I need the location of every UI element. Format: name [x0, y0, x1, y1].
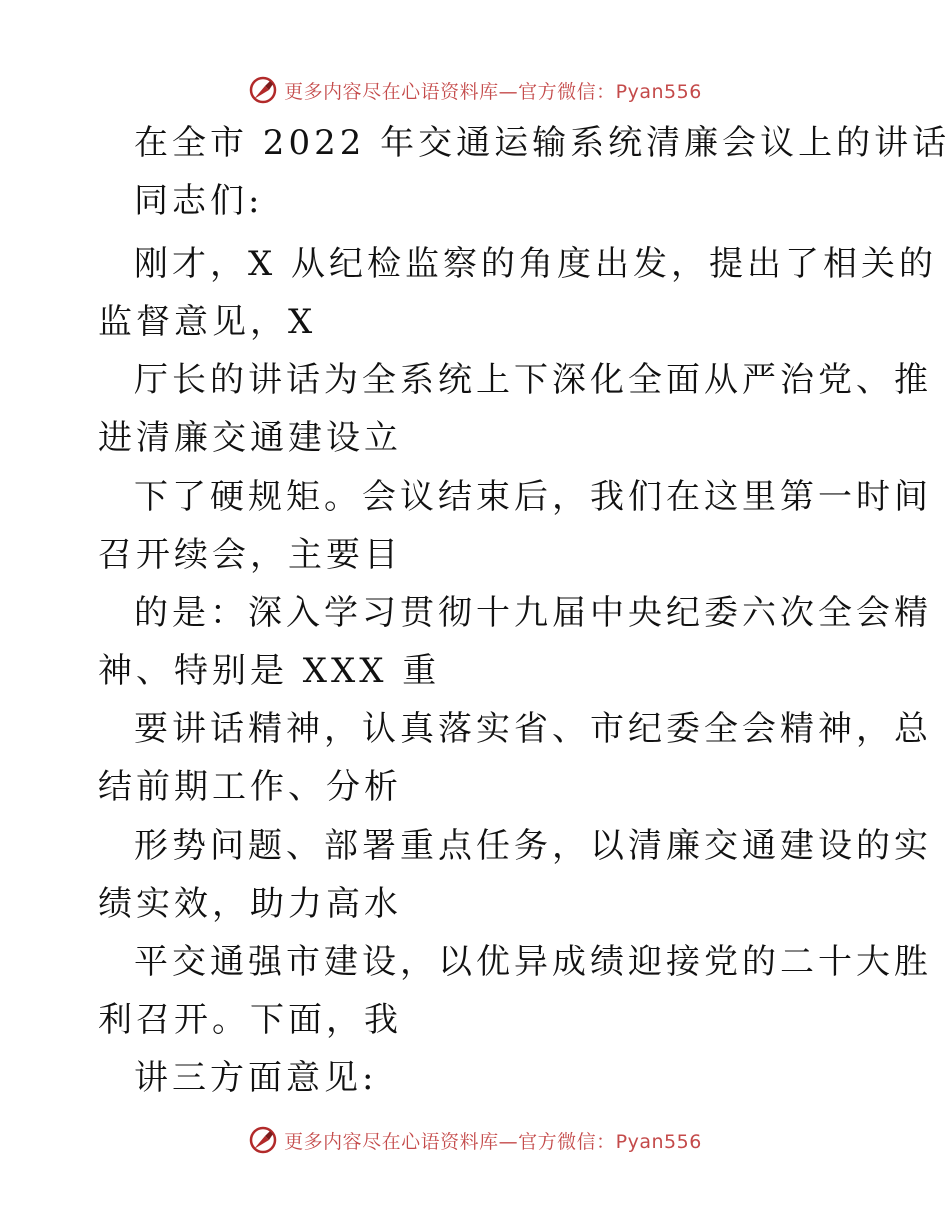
- paragraph-line: 神、特别是 XXX 重: [98, 651, 441, 691]
- paragraph-line: 监督意见，X: [98, 302, 317, 342]
- paragraph-line: 平交通强市建设，以优异成绩迎接党的二十大胜: [134, 942, 932, 982]
- salutation-line: 同志们:: [134, 181, 264, 221]
- paragraph-line: 的是：深入学习贯彻十九届中央纪委六次全会精: [134, 593, 932, 633]
- paragraph-line: 讲三方面意见:: [134, 1058, 378, 1098]
- paragraph-line: 利召开。下面，我: [98, 1000, 402, 1040]
- paragraph-line: 厅长的讲话为全系统上下深化全面从严治党、推: [134, 360, 932, 400]
- header-banner-text: 更多内容尽在心语资料库—官方微信：Pyan556: [284, 80, 702, 103]
- paragraph-line: 结前期工作、分析: [98, 767, 402, 807]
- paragraph-line: 形势问题、部署重点任务，以清廉交通建设的实: [134, 826, 932, 866]
- paragraph-line: 要讲话精神，认真落实省、市纪委全会精神，总: [134, 709, 932, 749]
- paragraph-line: 进清廉交通建设立: [98, 418, 402, 458]
- header-banner: [0, 70, 950, 110]
- paragraph-line: 绩实效，助力高水: [98, 884, 402, 924]
- pen-nib-logo-icon: [248, 75, 278, 105]
- paragraph-line: 下了硬规矩。会议结束后，我们在这里第一时间: [134, 477, 932, 517]
- document-title: 在全市 2022 年交通运输系统清廉会议上的讲话: [134, 123, 950, 163]
- paragraph-line: 召开续会，主要目: [98, 535, 402, 575]
- pen-nib-logo-icon: [248, 1125, 278, 1155]
- footer-banner-text: 更多内容尽在心语资料库—官方微信：Pyan556: [284, 1130, 702, 1153]
- footer-banner: [0, 1120, 950, 1160]
- paragraph-line: 刚才，X 从纪检监察的角度出发，提出了相关的: [134, 244, 938, 284]
